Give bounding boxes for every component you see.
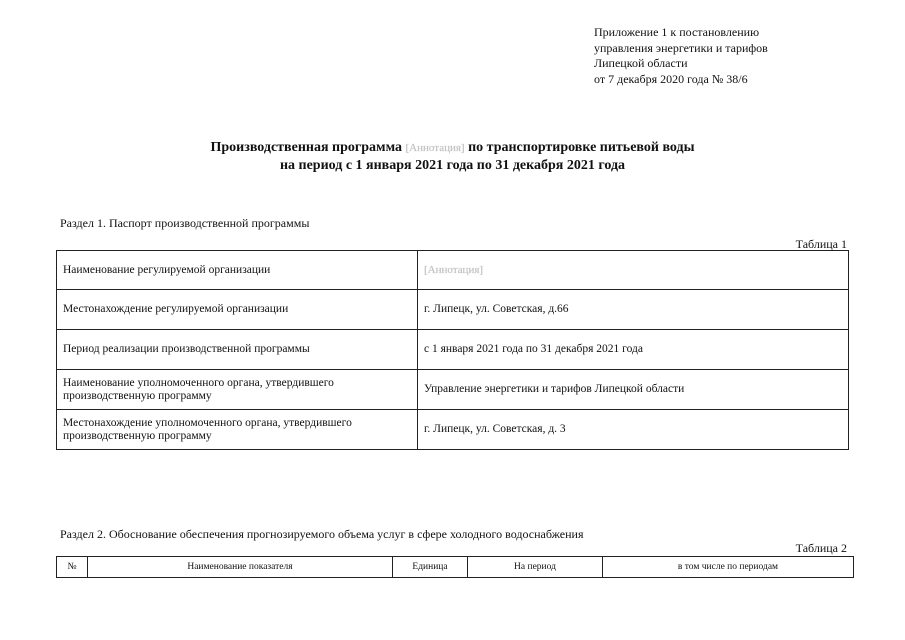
header-period: На период: [468, 557, 603, 578]
table-row: [57, 251, 849, 290]
section-1-heading: Раздел 1. Паспорт производственной программы: [60, 216, 310, 230]
appendix-note: [594, 25, 854, 87]
title-line-1: [0, 139, 905, 157]
row-label: Местонахождение уполномоченного органа, утвердившего производственную программу: [57, 410, 418, 450]
header-indicator-name: Наименование показателя: [88, 557, 393, 578]
appendix-line: от 7 декабря 2020 года № 38/6: [594, 71, 748, 86]
row-value: [418, 251, 849, 290]
appendix-line: Приложение 1 к постановлению: [594, 25, 760, 39]
row-label: Местонахождение регулируемой организации: [57, 290, 418, 330]
header-unit: Единица: [393, 557, 468, 578]
section-2-heading: Раздел 2. Обоснование обеспечения прогнозируемого объема услуг в сфере холодного водоснабжения: [60, 527, 584, 541]
table-header-row: [57, 557, 854, 578]
table-1-caption: Таблица 1: [795, 237, 847, 251]
table-row: [57, 410, 849, 450]
row-label: Наименование регулируемой организации: [57, 251, 418, 290]
forecast-table: [56, 556, 854, 578]
row-label: Период реализации производственной программы: [57, 330, 418, 370]
appendix-line: Липецкой области: [594, 56, 688, 70]
header-subperiods: в том числе по периодам: [603, 557, 854, 578]
title-line-2: на период с 1 января 2021 года по 31 декабря 2021 года: [279, 158, 626, 173]
row-value: Управление энергетики и тарифов Липецкой области: [418, 370, 849, 410]
header-number: №: [57, 557, 88, 578]
title-part-1: Производственная программа: [210, 140, 403, 155]
document-title: [0, 139, 905, 174]
row-value: г. Липецк, ул. Советская, д. 3: [418, 410, 849, 450]
row-value: с 1 января 2021 года по 31 декабря 2021 года: [418, 330, 849, 370]
passport-table: [56, 250, 849, 450]
redacted-text: [Аннотация]: [424, 263, 484, 276]
appendix-line: управления энергетики и тарифов: [594, 40, 768, 55]
table-row: [57, 330, 849, 370]
row-value: г. Липецк, ул. Советская, д.66: [418, 290, 849, 330]
table-row: [57, 370, 849, 410]
table-row: [57, 290, 849, 330]
redacted-text: [Аннотация]: [405, 142, 465, 154]
title-part-2: по транспортировке питьевой воды: [468, 140, 695, 155]
table-2-caption: Таблица 2: [795, 541, 847, 555]
row-label: Наименование уполномоченного органа, утвердившего производственную программу: [57, 370, 418, 410]
